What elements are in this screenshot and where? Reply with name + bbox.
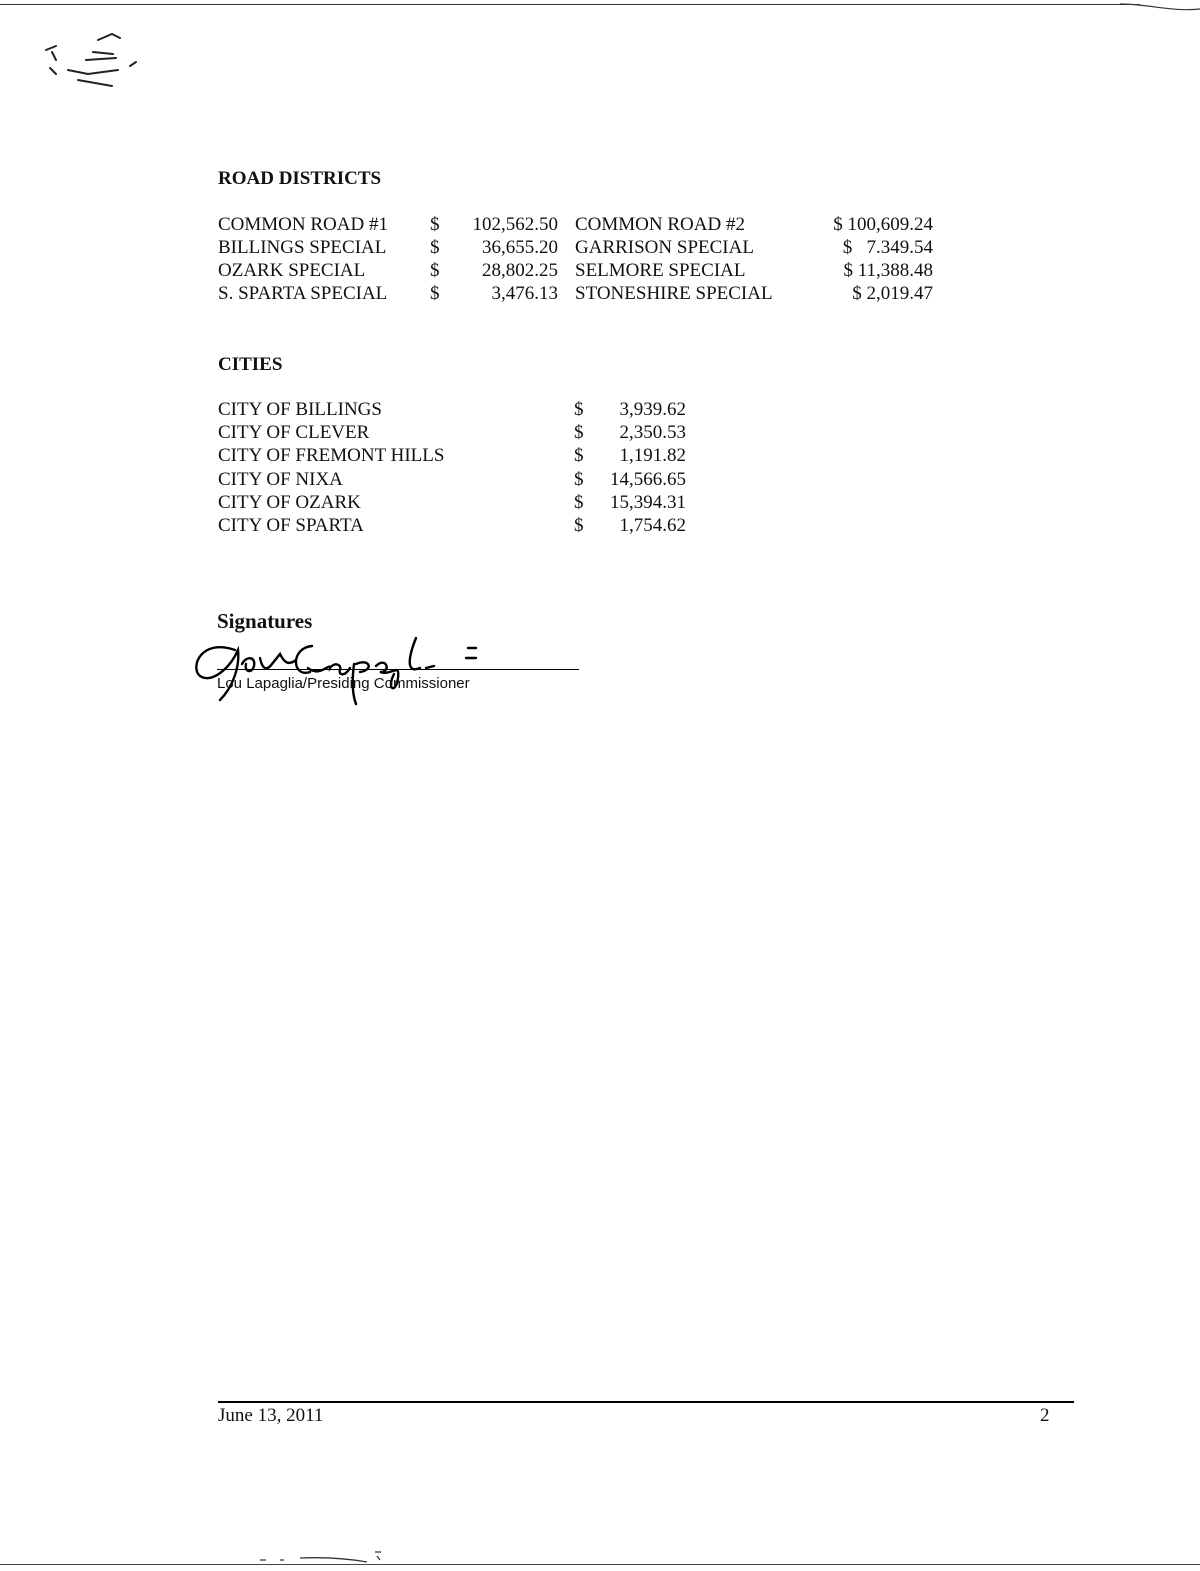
road-district-name: GARRISON SPECIAL <box>575 237 754 258</box>
currency-symbol: $ <box>430 237 440 258</box>
currency-symbol: $ <box>574 515 584 536</box>
road-district-name: COMMON ROAD #1 <box>218 214 388 235</box>
city-name: CITY OF FREMONT HILLS <box>218 445 445 466</box>
signatures-heading: Signatures <box>217 609 313 633</box>
page-number: 2 <box>1040 1405 1050 1426</box>
city-name: CITY OF NIXA <box>218 469 343 490</box>
section-heading-cities: CITIES <box>218 354 283 375</box>
city-amount: 2,350.53 <box>619 422 686 443</box>
scan-smudge-marks <box>38 30 148 100</box>
city-row <box>218 399 698 422</box>
road-district-amount: 3,476.13 <box>491 283 558 304</box>
road-district-row <box>218 214 938 237</box>
road-district-name: STONESHIRE SPECIAL <box>575 283 773 304</box>
road-district-name: COMMON ROAD #2 <box>575 214 745 235</box>
city-amount: 15,394.31 <box>610 492 686 513</box>
road-district-amount: 36,655.20 <box>482 237 558 258</box>
handwritten-signature <box>180 628 500 708</box>
road-district-amount: $ 7.349.54 <box>842 237 933 258</box>
currency-symbol: $ <box>574 422 584 443</box>
road-district-row <box>218 283 938 306</box>
currency-symbol: $ <box>574 492 584 513</box>
city-name: CITY OF SPARTA <box>218 515 364 536</box>
road-district-amount: $ 11,388.48 <box>843 260 933 281</box>
footer-date: June 13, 2011 <box>218 1405 324 1426</box>
road-district-name: BILLINGS SPECIAL <box>218 237 387 258</box>
city-name: CITY OF CLEVER <box>218 422 370 443</box>
city-name: CITY OF OZARK <box>218 492 361 513</box>
city-amount: 3,939.62 <box>619 399 686 420</box>
road-district-amount: $ 100,609.24 <box>833 214 933 235</box>
footer-rule <box>218 1401 1074 1403</box>
road-district-amount: 28,802.25 <box>482 260 558 281</box>
city-name: CITY OF BILLINGS <box>218 399 382 420</box>
city-amount: 1,754.62 <box>619 515 686 536</box>
city-amount: 1,191.82 <box>619 445 686 466</box>
city-row <box>218 469 698 492</box>
road-district-amount: $ 2,019.47 <box>852 283 933 304</box>
currency-symbol: $ <box>430 214 440 235</box>
scan-edge-curl <box>1120 0 1200 14</box>
city-row <box>218 492 698 515</box>
scan-bottom-marks <box>255 1548 405 1566</box>
road-district-amount: 102,562.50 <box>472 214 558 235</box>
road-district-row <box>218 260 938 283</box>
currency-symbol: $ <box>574 399 584 420</box>
city-row <box>218 515 698 538</box>
section-heading-road-districts: ROAD DISTRICTS <box>218 168 382 189</box>
city-row <box>218 422 698 445</box>
currency-symbol: $ <box>430 260 440 281</box>
road-district-name: SELMORE SPECIAL <box>575 260 746 281</box>
signature-caption: Lou Lapaglia/Presiding Commissioner <box>217 675 470 692</box>
road-district-name: OZARK SPECIAL <box>218 260 366 281</box>
city-row <box>218 445 698 468</box>
scan-edge-bottom <box>0 1564 1200 1565</box>
scan-edge-top <box>0 4 1140 5</box>
city-amount: 14,566.65 <box>610 469 686 490</box>
currency-symbol: $ <box>574 469 584 490</box>
currency-symbol: $ <box>574 445 584 466</box>
signature-line <box>217 669 579 670</box>
currency-symbol: $ <box>430 283 440 304</box>
road-district-name: S. SPARTA SPECIAL <box>218 283 388 304</box>
road-district-row <box>218 237 938 260</box>
